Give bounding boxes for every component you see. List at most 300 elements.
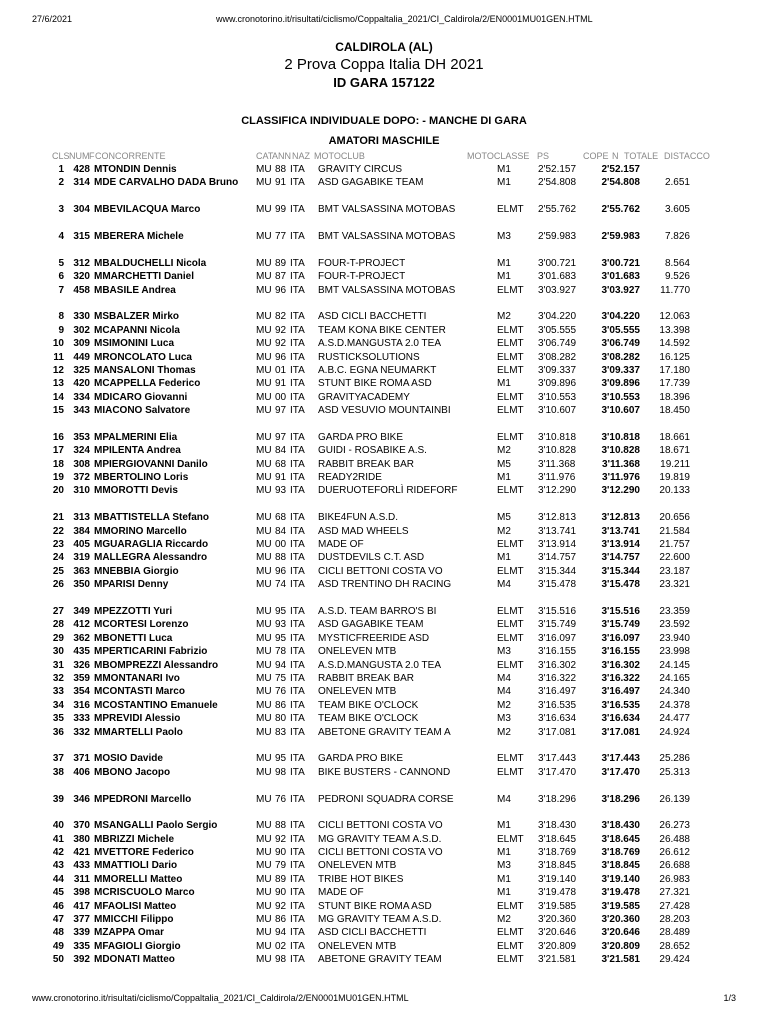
- stage-time: 3'16.155: [538, 646, 577, 658]
- rank-cell: 33: [52, 686, 64, 698]
- nation-cell: ITA: [290, 954, 305, 966]
- rider-name: MPEDRONI Marcello: [94, 793, 192, 805]
- rider-name: MTONDIN Dennis: [94, 164, 177, 175]
- category-cell: MU: [256, 338, 272, 350]
- club-name: RABBIT BREAK BAR: [318, 672, 414, 684]
- category-title: AMATORI MASCHILE: [328, 135, 440, 147]
- category-cell: MU: [256, 900, 272, 912]
- moto-class: M2: [497, 914, 511, 926]
- rank-cell: 2: [58, 177, 64, 189]
- moto-class: ELMT: [497, 324, 524, 336]
- rider-name: MIACONO Salvatore: [94, 405, 191, 417]
- category-cell: MU: [256, 364, 272, 376]
- moto-class: ELMT: [497, 431, 524, 443]
- birth-year-cell: 96: [275, 284, 287, 296]
- moto-class: ELMT: [497, 364, 524, 376]
- stage-time: 3'15.478: [538, 579, 577, 591]
- bib-number: 308: [73, 458, 90, 470]
- moto-class: ELMT: [497, 833, 524, 845]
- nation-cell: ITA: [290, 686, 305, 698]
- rider-name: MRONCOLATO Luca: [94, 351, 192, 363]
- gap-time: 12.063: [659, 311, 690, 323]
- gap-time: 24.340: [659, 686, 690, 698]
- nation-cell: ITA: [290, 445, 305, 457]
- gap-time: 27.428: [659, 900, 690, 912]
- stage-time: 3'08.282: [538, 351, 577, 363]
- stage-time: 3'16.497: [538, 686, 577, 698]
- rider-name: MMOROTTI Devis: [94, 485, 178, 497]
- bib-number: 392: [73, 954, 90, 966]
- birth-year-cell: 92: [275, 833, 287, 845]
- club-name: DUSTDEVILS C.T. ASD: [318, 552, 425, 564]
- club-name: ASD GAGABIKE TEAM: [318, 619, 424, 631]
- table-row: [0, 659, 768, 672]
- rank-cell: 15: [52, 405, 64, 417]
- total-time: 3'08.282: [601, 351, 640, 363]
- category-cell: MU: [256, 204, 272, 216]
- club-name: ONELEVEN MTB: [318, 860, 397, 872]
- total-time: 3'09.896: [601, 378, 640, 390]
- birth-year-cell: 89: [275, 257, 287, 269]
- bib-number: 362: [73, 632, 90, 644]
- total-time: 2'52.157: [601, 164, 640, 175]
- table-row: [0, 444, 768, 457]
- moto-class: M4: [497, 672, 511, 684]
- birth-year-cell: 96: [275, 351, 287, 363]
- nation-cell: ITA: [290, 833, 305, 845]
- rider-name: MMORELLI Matteo: [94, 873, 183, 885]
- nation-cell: ITA: [290, 311, 305, 323]
- bib-number: 371: [73, 753, 90, 765]
- total-time: 3'21.581: [601, 954, 640, 966]
- club-name: GRAVITY CIRCUS: [318, 164, 403, 175]
- rank-cell: 43: [52, 860, 64, 872]
- rider-name: MGUARAGLIA Riccardo: [94, 539, 209, 551]
- table-row: [0, 833, 768, 846]
- total-time: 3'15.478: [601, 579, 640, 591]
- birth-year-cell: 95: [275, 753, 287, 765]
- rank-cell: 24: [52, 552, 64, 564]
- bib-number: 421: [73, 847, 90, 859]
- birth-year-cell: 78: [275, 646, 287, 658]
- birth-year-cell: 84: [275, 445, 287, 457]
- rank-cell: 1: [58, 164, 64, 175]
- total-time: 3'19.585: [601, 900, 640, 912]
- table-row: [0, 551, 768, 564]
- nation-cell: ITA: [290, 539, 305, 551]
- table-row: [0, 618, 768, 631]
- gap-time: 18.661: [659, 431, 690, 443]
- print-footer: [32, 993, 736, 1003]
- bib-number: 449: [73, 351, 90, 363]
- category-cell: MU: [256, 284, 272, 296]
- birth-year-cell: 92: [275, 324, 287, 336]
- column-headers: [0, 151, 768, 163]
- nation-cell: ITA: [290, 177, 305, 189]
- moto-class: M1: [497, 873, 511, 885]
- birth-year-cell: 97: [275, 431, 287, 443]
- rider-name: MSANGALLI Paolo Sergio: [94, 820, 218, 832]
- birth-year-cell: 99: [275, 204, 287, 216]
- nation-cell: ITA: [290, 485, 305, 497]
- category-cell: MU: [256, 632, 272, 644]
- total-time: 3'18.769: [601, 847, 640, 859]
- category-cell: MU: [256, 914, 272, 926]
- category-cell: MU: [256, 699, 272, 711]
- rider-name: MOSIO Davide: [94, 753, 163, 765]
- bib-number: 310: [73, 485, 90, 497]
- total-time: 3'01.683: [601, 271, 640, 283]
- rank-cell: 28: [52, 619, 64, 631]
- birth-year-cell: 98: [275, 954, 287, 966]
- bib-number: 353: [73, 431, 90, 443]
- rider-name: MSBALZER Mirko: [94, 311, 179, 323]
- nation-cell: ITA: [290, 887, 305, 899]
- gap-time: 28.652: [659, 940, 690, 952]
- total-time: 3'04.220: [601, 311, 640, 323]
- stage-time: 3'09.337: [538, 364, 577, 376]
- birth-year-cell: 76: [275, 686, 287, 698]
- moto-class: M4: [497, 579, 511, 591]
- bib-number: 435: [73, 646, 90, 658]
- club-name: ASD CICLI BACCHETTI: [318, 927, 427, 939]
- moto-class: ELMT: [497, 405, 524, 417]
- rider-name: MBRIZZI Michele: [94, 833, 175, 845]
- bib-number: 316: [73, 699, 90, 711]
- nation-cell: ITA: [290, 713, 305, 725]
- rank-cell: 17: [52, 445, 64, 457]
- results-table: [0, 163, 768, 967]
- birth-year-cell: 00: [275, 391, 287, 403]
- gap-time: 26.612: [659, 847, 690, 859]
- nation-cell: ITA: [290, 565, 305, 577]
- rank-cell: 25: [52, 565, 64, 577]
- nation-cell: ITA: [290, 659, 305, 671]
- birth-year-cell: 98: [275, 766, 287, 778]
- birth-year-cell: 76: [275, 793, 287, 805]
- rider-name: MALLEGRA Alessandro: [94, 552, 208, 564]
- category-cell: MU: [256, 230, 272, 242]
- nation-cell: ITA: [290, 672, 305, 684]
- birth-year-cell: 90: [275, 847, 287, 859]
- club-name: ASD MAD WHEELS: [318, 525, 409, 537]
- nation-cell: ITA: [290, 753, 305, 765]
- moto-class: ELMT: [497, 900, 524, 912]
- nation-cell: ITA: [290, 847, 305, 859]
- rider-name: MDE CARVALHO DADA Bruno: [94, 177, 239, 189]
- category-cell: MU: [256, 391, 272, 403]
- total-time: 3'10.828: [601, 445, 640, 457]
- club-name: DUERUOTEFORLÌ RIDEFORF: [318, 485, 458, 497]
- rank-cell: 38: [52, 766, 64, 778]
- nation-cell: ITA: [290, 431, 305, 443]
- bib-number: 319: [73, 552, 90, 564]
- category-cell: MU: [256, 164, 272, 175]
- moto-class: ELMT: [497, 539, 524, 551]
- rider-name: MCONTASTI Marco: [94, 686, 185, 698]
- rider-name: MDONATI Matteo: [94, 954, 175, 966]
- birth-year-cell: 95: [275, 632, 287, 644]
- stage-time: 2'54.808: [538, 177, 577, 189]
- nation-cell: ITA: [290, 378, 305, 390]
- rider-name: MSIMONINI Luca: [94, 338, 175, 350]
- rider-name: MMARTELLI Paolo: [94, 726, 183, 738]
- rank-cell: 5: [58, 257, 64, 269]
- bib-number: 302: [73, 324, 90, 336]
- birth-year-cell: 87: [275, 271, 287, 283]
- gap-time: 22.600: [659, 552, 690, 564]
- nation-cell: ITA: [290, 324, 305, 336]
- stage-time: 3'19.478: [538, 887, 577, 899]
- table-row: [0, 284, 768, 311]
- col-ps: PS: [537, 151, 550, 161]
- ranking-subtitle: CLASSIFICA INDIVIDUALE DOPO: - MANCHE DI GARA: [241, 115, 527, 127]
- rider-name: MMARCHETTI Daniel: [94, 271, 194, 283]
- rider-name: MCAPPELLA Federico: [94, 378, 201, 390]
- gap-time: 29.424: [659, 954, 690, 966]
- table-row: [0, 752, 768, 765]
- club-name: CICLI BETTONI COSTA VO: [318, 565, 443, 577]
- birth-year-cell: 80: [275, 713, 287, 725]
- col-motoclub: MOTOCLUB: [314, 151, 365, 161]
- stage-time: 3'19.140: [538, 873, 577, 885]
- total-time: 3'17.470: [601, 766, 640, 778]
- nation-cell: ITA: [290, 405, 305, 417]
- category-cell: MU: [256, 940, 272, 952]
- category-cell: MU: [256, 351, 272, 363]
- table-row: [0, 913, 768, 926]
- event-title: 2 Prova Coppa Italia DH 2021: [284, 56, 484, 73]
- rider-name: MBASILE Andrea: [94, 284, 176, 296]
- table-row: [0, 270, 768, 283]
- moto-class: ELMT: [497, 606, 524, 617]
- club-name: A.S.D.MANGUSTA 2.0 TEA: [318, 659, 441, 671]
- birth-year-cell: 84: [275, 525, 287, 537]
- rank-cell: 40: [52, 820, 64, 832]
- bib-number: 363: [73, 565, 90, 577]
- moto-class: M5: [497, 512, 511, 524]
- category-cell: MU: [256, 405, 272, 417]
- rider-name: MMONTANARI Ivo: [94, 672, 180, 684]
- nation-cell: ITA: [290, 820, 305, 832]
- bib-number: 370: [73, 820, 90, 832]
- gap-time: 23.940: [659, 632, 690, 644]
- category-cell: MU: [256, 860, 272, 872]
- club-name: MYSTICFREERIDE ASD: [318, 632, 430, 644]
- table-row: [0, 230, 768, 257]
- moto-class: ELMT: [497, 927, 524, 939]
- moto-class: M3: [497, 230, 511, 242]
- rank-cell: 21: [52, 512, 64, 524]
- moto-class: M2: [497, 311, 511, 323]
- total-time: 3'10.607: [601, 405, 640, 417]
- print-url: www.cronotorino.it/risultati/ciclismo/Coppaltalia_2021/CI_Caldirola/2/EN0001MU01GEN.HTML: [216, 14, 593, 24]
- stage-time: 3'14.757: [538, 552, 577, 564]
- nation-cell: ITA: [290, 632, 305, 644]
- club-name: ONELEVEN MTB: [318, 940, 397, 952]
- total-time: 3'15.344: [601, 565, 640, 577]
- print-date: 27/6/2021: [32, 14, 73, 24]
- nation-cell: ITA: [290, 391, 305, 403]
- total-time: 3'05.555: [601, 324, 640, 336]
- gap-time: 11.770: [660, 284, 690, 296]
- gap-time: 24.924: [659, 726, 690, 738]
- total-time: 3'16.322: [601, 672, 640, 684]
- gap-time: 20.656: [659, 512, 690, 524]
- stage-time: 3'15.344: [538, 565, 577, 577]
- gap-time: 17.739: [659, 378, 690, 390]
- stage-time: 3'13.914: [538, 539, 577, 551]
- rank-cell: 37: [52, 753, 64, 765]
- club-name: RABBIT BREAK BAR: [318, 458, 414, 470]
- club-name: ABETONE GRAVITY TEAM A: [318, 726, 451, 738]
- birth-year-cell: 88: [275, 820, 287, 832]
- rank-cell: 7: [58, 284, 64, 296]
- total-time: 3'16.497: [601, 686, 640, 698]
- bib-number: 324: [73, 445, 90, 457]
- club-name: PEDRONI SQUADRA CORSE: [318, 793, 454, 805]
- birth-year-cell: 82: [275, 311, 287, 323]
- club-name: ASD GAGABIKE TEAM: [318, 177, 424, 189]
- total-time: 3'11.368: [602, 458, 640, 470]
- gap-time: 25.313: [659, 766, 690, 778]
- birth-year-cell: 91: [275, 177, 287, 189]
- category-cell: MU: [256, 606, 272, 617]
- table-row: [0, 900, 768, 913]
- stage-time: 3'16.634: [538, 713, 577, 725]
- club-name: A.S.D.MANGUSTA 2.0 TEA: [318, 338, 441, 350]
- total-time: 3'19.478: [601, 887, 640, 899]
- gap-time: 26.983: [659, 873, 690, 885]
- club-name: TEAM KONA BIKE CENTER: [318, 324, 446, 336]
- total-time: 3'09.337: [601, 364, 640, 376]
- table-row: [0, 364, 768, 377]
- rider-name: MANSALONI Thomas: [94, 364, 196, 376]
- rank-cell: 46: [52, 900, 64, 912]
- gap-time: 20.133: [659, 485, 690, 497]
- gap-time: 19.211: [660, 458, 690, 470]
- club-name: MADE OF: [318, 887, 364, 899]
- nation-cell: ITA: [290, 458, 305, 470]
- total-time: 3'13.741: [601, 525, 640, 537]
- moto-class: ELMT: [497, 753, 524, 765]
- total-time: 3'18.430: [601, 820, 640, 832]
- bib-number: 346: [73, 793, 90, 805]
- total-time: 3'11.976: [602, 472, 640, 484]
- table-row: [0, 391, 768, 404]
- club-name: TEAM BIKE O'CLOCK: [318, 713, 419, 725]
- category-cell: MU: [256, 565, 272, 577]
- moto-class: M1: [497, 378, 511, 390]
- birth-year-cell: 89: [275, 873, 287, 885]
- birth-year-cell: 94: [275, 927, 287, 939]
- gap-time: 18.450: [659, 405, 690, 417]
- stage-time: 3'16.322: [538, 672, 577, 684]
- category-cell: MU: [256, 512, 272, 524]
- table-row: [0, 471, 768, 484]
- bib-number: 335: [73, 940, 90, 952]
- stage-time: 3'16.097: [538, 632, 577, 644]
- nation-cell: ITA: [290, 472, 305, 484]
- col-motoclasse: MOTOCLASSE: [467, 151, 530, 161]
- moto-class: M1: [497, 257, 511, 269]
- total-time: 2'54.808: [601, 177, 640, 189]
- table-row: [0, 726, 768, 753]
- moto-class: M3: [497, 646, 511, 658]
- category-cell: MU: [256, 177, 272, 189]
- rider-name: MMICCHI Filippo: [94, 914, 174, 926]
- stage-time: 3'20.360: [538, 914, 577, 926]
- nation-cell: ITA: [290, 230, 305, 242]
- stage-time: 3'10.607: [538, 405, 577, 417]
- birth-year-cell: 92: [275, 900, 287, 912]
- col-cls: CLS: [52, 151, 70, 161]
- nation-cell: ITA: [290, 900, 305, 912]
- moto-class: M4: [497, 793, 511, 805]
- rider-name: MCOSTANTINO Emanuele: [94, 699, 218, 711]
- moto-class: ELMT: [497, 632, 524, 644]
- bib-number: 420: [73, 378, 90, 390]
- gap-time: 3.605: [664, 204, 690, 216]
- nation-cell: ITA: [290, 860, 305, 872]
- table-row: [0, 819, 768, 832]
- club-name: TRIBE HOT BIKES: [318, 873, 404, 885]
- nation-cell: ITA: [290, 940, 305, 952]
- gap-time: 23.321: [659, 579, 690, 591]
- moto-class: M5: [497, 458, 511, 470]
- birth-year-cell: 83: [275, 726, 287, 738]
- category-cell: MU: [256, 847, 272, 859]
- col-num: NUM: [69, 151, 90, 161]
- rider-name: MCAPANNI Nicola: [94, 324, 180, 336]
- bib-number: 325: [73, 364, 90, 376]
- club-name: RUSTICKSOLUTIONS: [318, 351, 420, 363]
- gap-time: 18.671: [659, 445, 690, 457]
- total-time: 3'16.302: [601, 659, 640, 671]
- rank-cell: 19: [52, 472, 64, 484]
- club-name: ASD TRENTINO DH RACING: [318, 579, 452, 591]
- moto-class: ELMT: [497, 351, 524, 363]
- club-name: GRAVITYACADEMY: [318, 391, 410, 403]
- stage-time: 3'18.645: [538, 833, 577, 845]
- total-time: 2'55.762: [601, 204, 640, 216]
- stage-time: 3'09.896: [538, 378, 577, 390]
- table-row: [0, 511, 768, 524]
- moto-class: M1: [497, 552, 511, 564]
- gap-time: 17.180: [659, 364, 690, 376]
- bib-number: 333: [73, 713, 90, 725]
- table-row: [0, 766, 768, 793]
- rider-name: MBATTISTELLA Stefano: [94, 512, 209, 524]
- table-row: [0, 886, 768, 899]
- category-cell: MU: [256, 833, 272, 845]
- bib-number: 377: [73, 914, 90, 926]
- total-time: 3'15.516: [601, 606, 640, 617]
- nation-cell: ITA: [290, 914, 305, 926]
- col-anno: ANN: [272, 151, 292, 161]
- rank-cell: 26: [52, 579, 64, 591]
- rank-cell: 4: [58, 230, 64, 242]
- stage-time: 3'18.430: [538, 820, 577, 832]
- category-cell: MU: [256, 927, 272, 939]
- rank-cell: 10: [52, 338, 64, 350]
- category-cell: MU: [256, 686, 272, 698]
- birth-year-cell: 00: [275, 539, 287, 551]
- rank-cell: 36: [52, 726, 64, 738]
- bib-number: 412: [73, 619, 90, 631]
- bib-number: 309: [73, 338, 90, 350]
- nation-cell: ITA: [290, 284, 305, 296]
